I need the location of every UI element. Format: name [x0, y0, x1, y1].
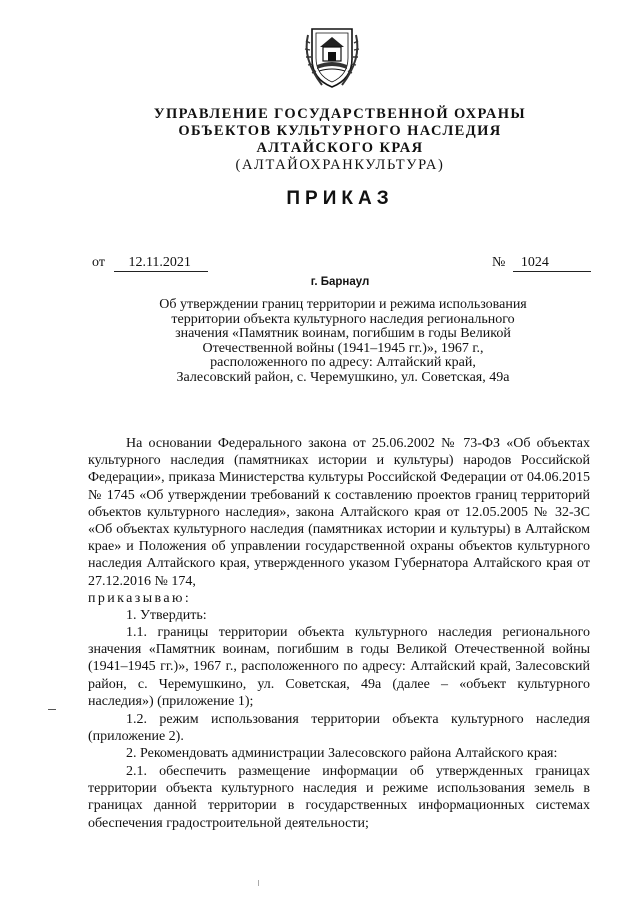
item-1-2: 1.2. режим использования территории объекта культурного наследия (приложение 2).	[88, 712, 590, 745]
number-prefix: №	[492, 255, 506, 270]
order-number: 1024	[513, 255, 591, 272]
order-date: 12.11.2021	[114, 255, 208, 272]
subject-line: Об утверждении границ территории и режима использования	[159, 297, 527, 312]
subject-line: Отечественной войны (1941–1945 гг.)», 1967 г.,	[202, 340, 484, 356]
item-2: 2. Рекомендовать администрации Залесовского района Алтайского края:	[126, 746, 558, 761]
subject-line: Залесовский район, с. Черемушкино, ул. Советская, 49а	[176, 369, 510, 385]
subject-line: территории объекта культурного наследия регионального	[171, 311, 515, 327]
item-2-1: 2.1. обеспечить размещение информации об утвержденных границах территории объекта культурного наследия и режиме использования земель в границах данной территории в государственных информационных системах обеспечения градостроительной деятельности;	[88, 764, 590, 831]
city: г. Барнаул	[310, 276, 370, 288]
scan-artifact	[258, 880, 259, 886]
organization-short-name: (АЛТАЙОХРАНКУЛЬТУРА)	[235, 157, 445, 173]
subject-line: расположенного по адресу: Алтайский край,	[210, 355, 476, 371]
date-line	[92, 255, 208, 272]
document-title: ПРИКАЗ	[286, 188, 394, 209]
date-prefix: от	[92, 255, 105, 270]
subject-line: значения «Памятник воинам, погибшим в годы Великой	[175, 326, 511, 342]
item-1: 1. Утвердить:	[126, 608, 207, 623]
order-word: приказываю:	[88, 591, 192, 606]
preamble-paragraph: На основании Федерального закона от 25.06.2002 № 73-ФЗ «Об объектах культурного наследия (памятниках истории и культуры) народов Российской Федерации», приказа Министерства культуры Российской Федерации от 04.06.2015 № 1745 «Об утверждении требований к составлению проектов границ территорий объектов культурного наследия», закона Алтайского края от 12.05.2005 № 32-ЗС «Об объектах культурного наследия (памятниках истории и культуры) в Алтайском крае» и Положения об управлении государственной охраны объектов культурного наследия Алтайского края, утвержденного указом Губернатора Алтайского края от 27.12.2016 № 174,	[88, 436, 590, 589]
margin-mark	[48, 709, 56, 710]
organization-name-line-1: УПРАВЛЕНИЕ ГОСУДАРСТВЕННОЙ ОХРАНЫ	[153, 106, 527, 122]
organization-name-line-3: АЛТАЙСКОГО КРАЯ	[256, 140, 424, 156]
organization-name-line-2: ОБЪЕКТОВ КУЛЬТУРНОГО НАСЛЕДИЯ	[178, 123, 502, 139]
coat-of-arms-icon	[300, 25, 364, 91]
number-line	[492, 255, 591, 272]
order-subject	[120, 298, 566, 386]
item-1-1: 1.1. границы территории объекта культурного наследия регионального значения «Памятник воинам, погибшим в годы Великой Отечественной войны (1941–1945 гг.)», 1967 г., расположенного по адресу: Алтайский край, Залесовский район, с. Черемушкино, ул. Советская, 49а (далее – «объект культурного наследия») (приложение 1);	[88, 625, 590, 709]
